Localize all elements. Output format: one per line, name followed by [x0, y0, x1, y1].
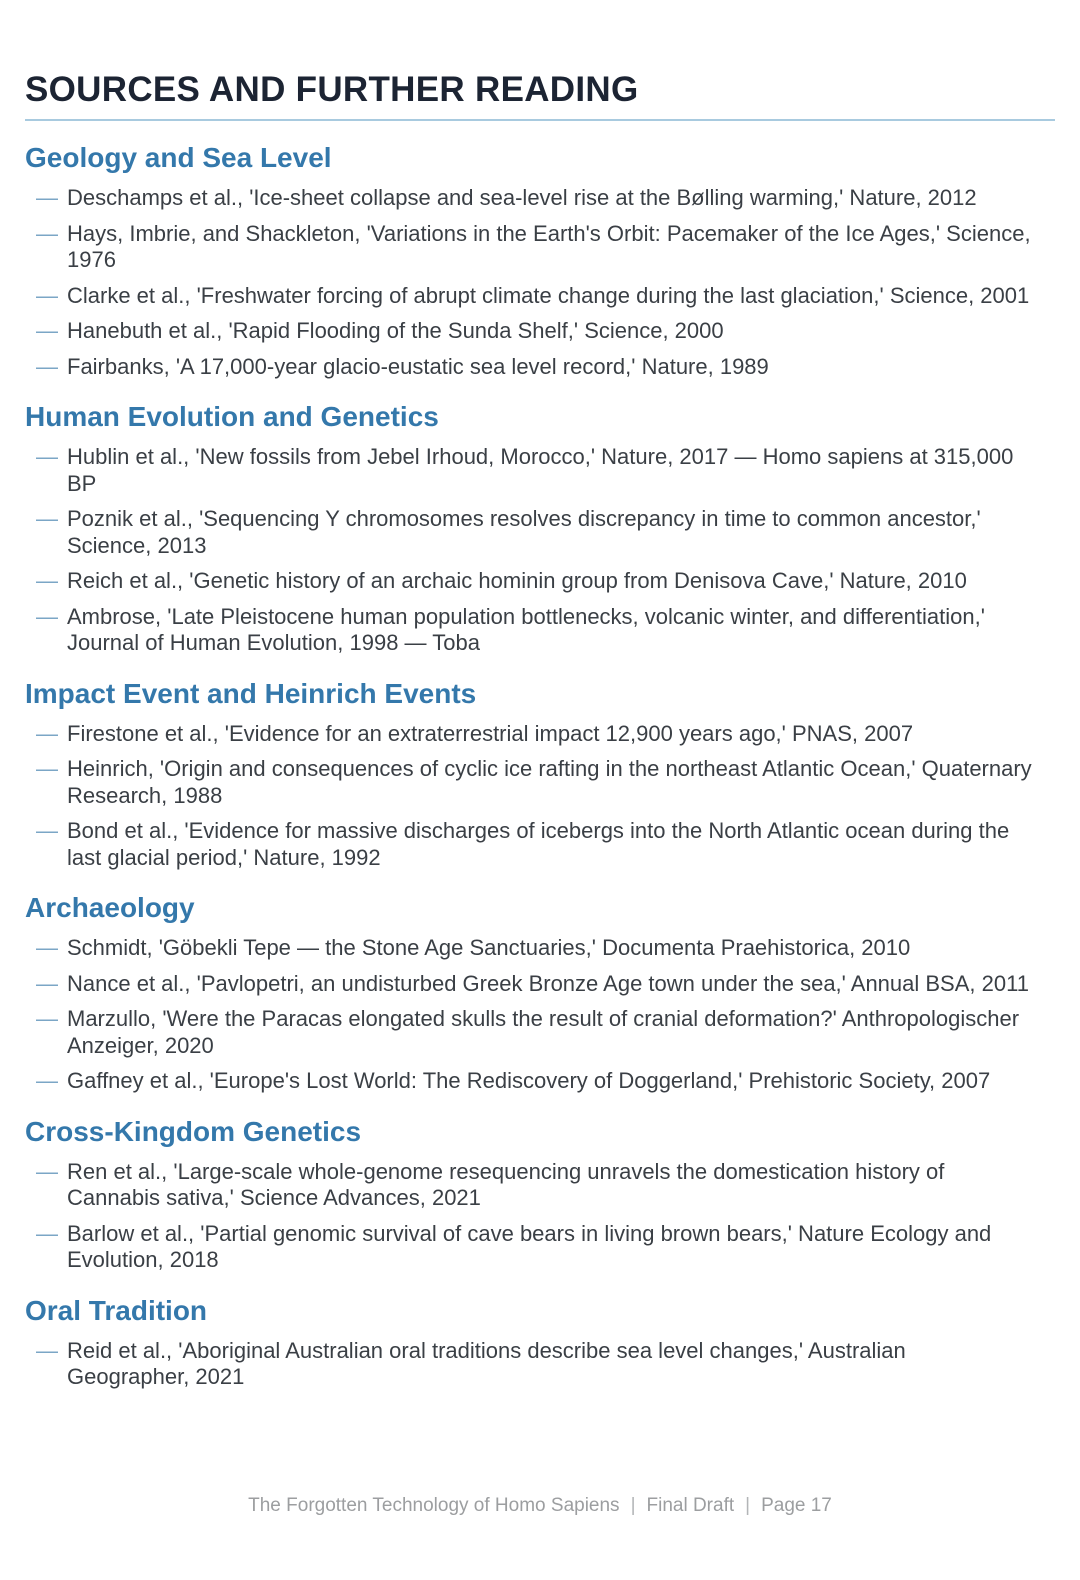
footer-page-number: Page 17 — [761, 1495, 832, 1516]
footer-separator: | — [630, 1495, 636, 1516]
citation-item — [25, 935, 1033, 962]
citation-item — [25, 1006, 1033, 1059]
citation-item — [25, 283, 1033, 310]
citation-item — [25, 756, 1033, 809]
citation-text: Ambrose, 'Late Pleistocene human population bottlenecks, volcanic winter, and differentiation,' Journal of Human Evolution, 1998 — Toba — [67, 603, 985, 655]
em-dash-bullet: — — [36, 282, 58, 308]
em-dash-bullet: — — [36, 506, 58, 531]
section-heading: Impact Event and Heinrich Events — [25, 677, 477, 709]
citation-text: Deschamps et al., 'Ice-sheet collapse and sea-level rise at the Bølling warming,' Nature, 2012 — [67, 185, 977, 210]
citation-item — [25, 221, 1033, 274]
citation-text: Hanebuth et al., 'Rapid Flooding of the Sunda Shelf,' Science, 2000 — [67, 318, 724, 343]
citation-text: Marzullo, 'Were the Paracas elongated skulls the result of cranial deformation?' Anthropologischer Anzeiger, 2020 — [67, 1006, 1020, 1058]
citation-text: Clarke et al., 'Freshwater forcing of abrupt climate change during the last glaciation,' Science, 2001 — [67, 282, 1030, 308]
citation-item — [25, 506, 1033, 559]
em-dash-bullet: — — [36, 568, 58, 593]
em-dash-bullet: — — [36, 756, 58, 781]
citation-text: Heinrich, 'Origin and consequences of cyclic ice rafting in the northeast Atlantic Ocean,' Quaternary Research, 1988 — [67, 756, 1032, 808]
title-rule — [25, 119, 1055, 121]
footer-draft-label: Final Draft — [646, 1495, 735, 1516]
section-heading: Human Evolution and Genetics — [25, 401, 439, 432]
em-dash-bullet: — — [36, 1158, 58, 1184]
citation-item — [25, 1159, 1033, 1212]
section-heading: Archaeology — [25, 892, 195, 923]
citation-item — [25, 721, 1033, 748]
em-dash-bullet: — — [36, 970, 58, 996]
sections-container — [25, 143, 1055, 1391]
citation-text: Reich et al., 'Genetic history of an archaic hominin group from Denisova Cave,' Nature, 2010 — [67, 568, 967, 593]
citation-list — [25, 1159, 1033, 1274]
citation-item — [25, 971, 1033, 998]
em-dash-bullet: — — [36, 1006, 58, 1031]
citation-item — [25, 185, 1033, 212]
citation-text: Poznik et al., 'Sequencing Y chromosomes resolves discrepancy in time to common ancestor,' Science, 2013 — [67, 506, 981, 558]
em-dash-bullet: — — [36, 1337, 58, 1363]
section-heading: Cross-Kingdom Genetics — [25, 1115, 362, 1147]
page-title: SOURCES AND FURTHER READING — [25, 70, 639, 109]
em-dash-bullet: — — [36, 353, 58, 379]
section-heading: Oral Tradition — [25, 1294, 208, 1326]
citation-text: Hublin et al., 'New fossils from Jebel Irhoud, Morocco,' Nature, 2017 — Homo sapiens at 315,000 BP — [67, 444, 1014, 496]
citation-text: Fairbanks, 'A 17,000-year glacio-eustatic sea level record,' Nature, 1989 — [67, 353, 769, 379]
em-dash-bullet: — — [36, 1068, 58, 1093]
section-heading: Geology and Sea Level — [25, 142, 332, 173]
em-dash-bullet: — — [36, 720, 58, 746]
citation-text: Gaffney et al., 'Europe's Lost World: The Rediscovery of Doggerland,' Prehistoric Society, 2007 — [67, 1068, 991, 1093]
em-dash-bullet: — — [36, 818, 58, 843]
citation-text: Barlow et al., 'Partial genomic survival of cave bears in living brown bears,' Nature Ecology and Evolution, 2018 — [67, 1220, 992, 1272]
citation-list — [25, 1338, 1033, 1391]
citation-text: Bond et al., 'Evidence for massive discharges of icebergs into the North Atlantic ocean during the last glacial period,' Nature, 1992 — [67, 818, 1010, 870]
em-dash-bullet: — — [36, 185, 58, 210]
citation-text: Firestone et al., 'Evidence for an extraterrestrial impact 12,900 years ago,' PNAS, 2007 — [67, 720, 914, 746]
footer-separator: | — [745, 1495, 751, 1516]
citation-list — [25, 721, 1033, 872]
reference-section — [25, 893, 1055, 1095]
em-dash-bullet: — — [36, 603, 58, 629]
em-dash-bullet: — — [36, 220, 58, 246]
citation-text: Hays, Imbrie, and Shackleton, 'Variations in the Earth's Orbit: Pacemaker of the Ice Ages,' Science, 1976 — [67, 220, 1031, 272]
citation-list — [25, 185, 1033, 380]
reference-section — [25, 1117, 1055, 1274]
footer-book-title: The Forgotten Technology of Homo Sapiens — [248, 1495, 620, 1516]
em-dash-bullet: — — [36, 318, 58, 343]
em-dash-bullet: — — [36, 444, 58, 469]
citation-text: Reid et al., 'Aboriginal Australian oral traditions describe sea level changes,' Australian Geographer, 2021 — [67, 1337, 906, 1389]
reference-section — [25, 1296, 1055, 1391]
citation-item — [25, 354, 1033, 381]
citation-item — [25, 1068, 1033, 1095]
citation-list — [25, 444, 1033, 657]
em-dash-bullet: — — [36, 935, 58, 960]
citation-text: Nance et al., 'Pavlopetri, an undisturbed Greek Bronze Age town under the sea,' Annual BSA, 2011 — [67, 970, 1029, 996]
page-footer — [0, 1494, 1080, 1518]
em-dash-bullet: — — [36, 1220, 58, 1246]
citation-list — [25, 935, 1033, 1095]
citation-text: Schmidt, 'Göbekli Tepe — the Stone Age Sanctuaries,' Documenta Praehistorica, 2010 — [67, 935, 911, 960]
reference-section — [25, 402, 1055, 657]
citation-text: Ren et al., 'Large-scale whole-genome resequencing unravels the domestication history of Cannabis sativa,' Science Advances, 2021 — [67, 1158, 945, 1210]
citation-item — [25, 318, 1033, 345]
reference-section — [25, 143, 1055, 380]
citation-item — [25, 568, 1033, 595]
citation-item — [25, 818, 1033, 871]
citation-item — [25, 1221, 1033, 1274]
reference-section — [25, 679, 1055, 872]
citation-item — [25, 444, 1033, 497]
citation-item — [25, 1338, 1033, 1391]
citation-item — [25, 604, 1033, 657]
